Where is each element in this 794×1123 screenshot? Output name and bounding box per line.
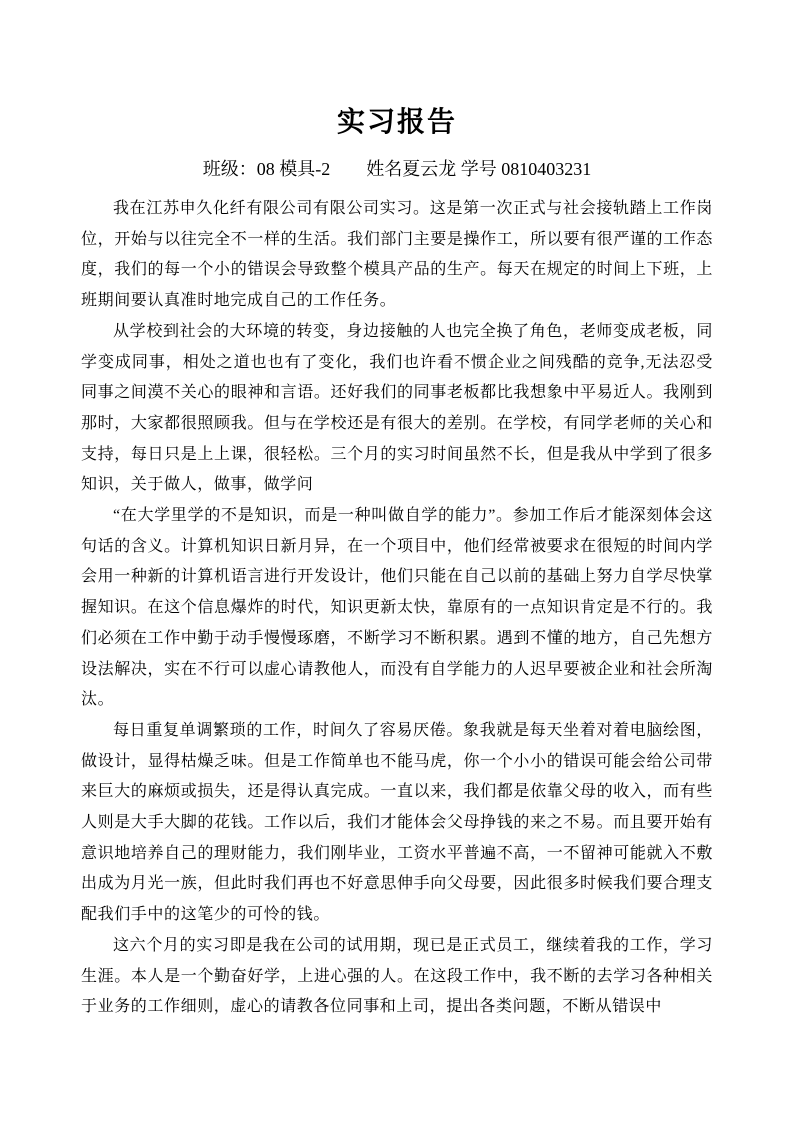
paragraph-self-learning: “在大学里学的不是知识，而是一种叫做自学的能力”。参加工作后才能深刻体会这句话的含义。计算机知识日新月异，在一个项目中，他们经常被要求在很短的时间内学会用一种新的计算机语言进行开发设计，他们只能在自己以前的基础上努力自学尽快掌握知识。在这个信息爆炸的时代，知识更新太快，靠原有的一点知识肯定是不行的。我们必须在工作中勤于动手慢慢琢磨，不断学习不断积累。遇到不懂的地方，自己先想方设法解决，实在不行可以虚心请教他人，而没有自学能力的人迟早要被企业和社会所淘汰。 — [81, 507, 713, 709]
document-byline: 班级：08 模具-2 姓名夏云龙 学号 0810403231 — [202, 159, 592, 179]
document-body — [81, 194, 713, 1023]
paragraph-work-and-money: 每日重复单调繁琐的工作，时间久了容易厌倦。象我就是每天坐着对着电脑绘图，做设计，显得枯燥乏味。但是工作简单也不能马虎，你一个小小的错误可能会给公司带来巨大的麻烦或损失，还是得认真完成。一直以来，我们都是依靠父母的收入，而有些人则是大手大脚的花钱。工作以后，我们才能体会父母挣钱的来之不易。而且要开始有意识地培养自己的理财能力，我们刚毕业，工资水平普遍不高，一不留神可能就入不敷出成为月光一族，但此时我们再也不好意思伸手向父母要，因此很多时候我们要合理支配我们手中的这笔少的可怜的钱。 — [81, 721, 713, 924]
paragraph-school-to-society: 从学校到社会的大环境的转变，身边接触的人也完全换了角色，老师变成老板，同学变成同事，相处之道也也有了变化，我们也许看不惯企业之间残酷的竞争,无法忍受同事之间漠不关心的眼神和言语。还好我们的同事老板都比我想象中平易近人。我刚到那时，大家都很照顾我。但与在学校还是有很大的差别。在学校，有同学老师的关心和支持，每日只是上上课，很轻松。三个月的实习时间虽然不长，但是我从中学到了很多知识，关于做人，做事，做学问 — [81, 322, 713, 494]
paragraph-internship-intro: 我在江苏申久化纤有限公司有限公司实习。这是第一次正式与社会接轨踏上工作岗位，开始与以往完全不一样的生活。我们部门主要是操作工，所以要有很严谨的工作态度，我们的每一个小的错误会导致整个模具产品的生产。每天在规定的时间上下班，上班期间要认真准时地完成自己的工作任务。 — [81, 200, 713, 310]
document-title: 实习报告 — [336, 107, 457, 138]
paragraph-probation-summary: 这六个月的实习即是我在公司的试用期，现已是正式员工，继续着我的工作，学习生涯。本人是一个勤奋好学，上进心强的人。在这段工作中，我不断的去学习各种相关于业务的工作细则，虚心的请教各位同事和上司，提出各类问题，不断从错误中 — [81, 936, 713, 1016]
